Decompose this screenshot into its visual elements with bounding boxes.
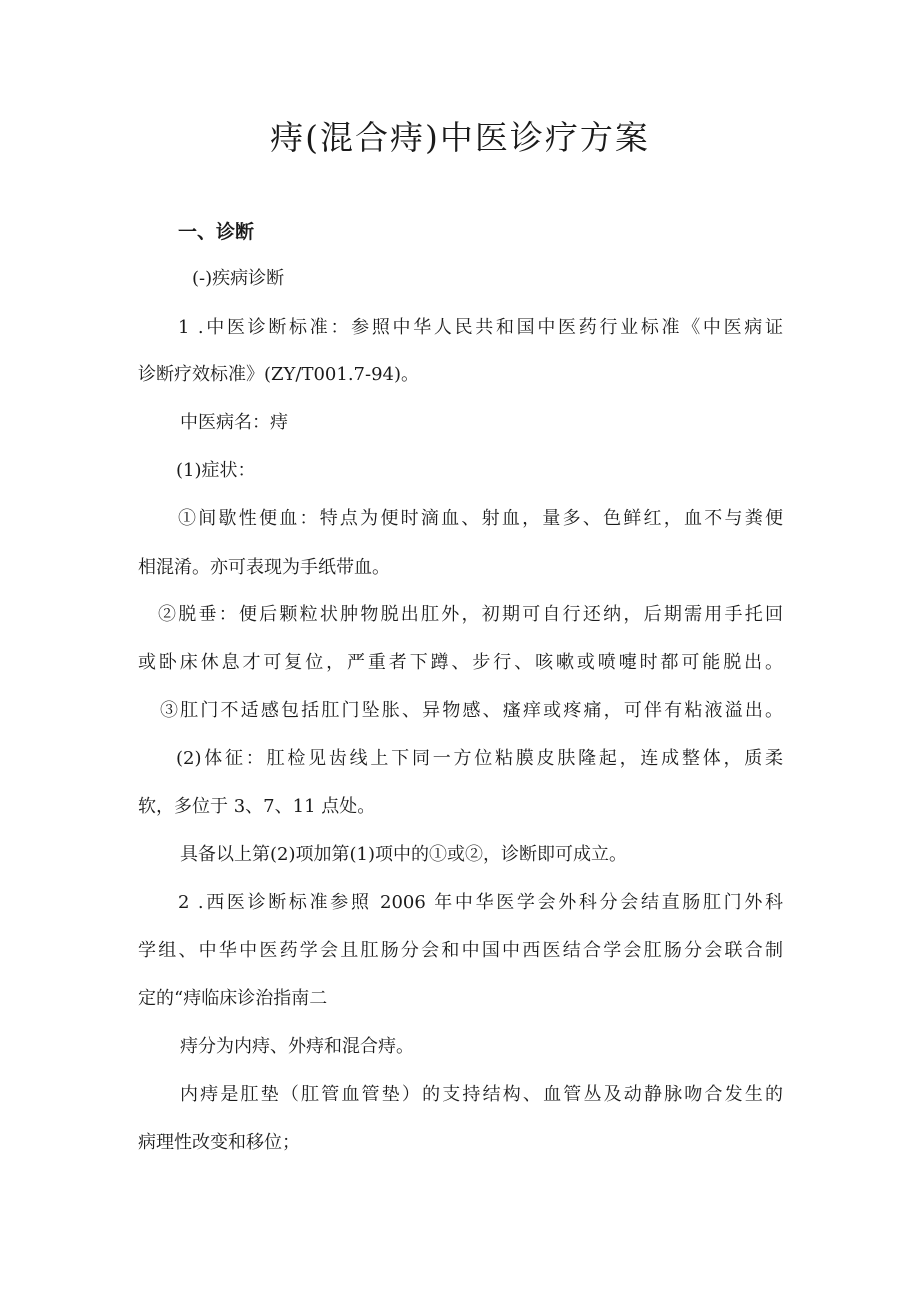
paragraph-western-standard-line3: 定的“痔临床诊治指南二 — [138, 988, 328, 1009]
internal-hemorrhoid-line1: 内痔是肛垫（肛管血管垫）的支持结构、血管丛及动静脉吻合发生的 — [180, 1084, 783, 1105]
symptom-bleeding-line2: 相混淆。亦可表现为手纸带血。 — [138, 557, 390, 578]
paragraph-tcm-standard-line1: 1 .中医诊断标准：参照中华人民共和国中医药行业标准《中医病证 — [178, 317, 783, 338]
paragraph-western-standard-line2: 学组、中华中医药学会且肛肠分会和中国中西医结合学会肛肠分会联合制 — [138, 940, 783, 961]
symptom-discomfort: ③肛门不适感包括肛门坠胀、异物感、瘙痒或疼痛，可伴有粘液溢出。 — [160, 700, 783, 721]
signs-line2: 软，多位于 3、7、11 点处。 — [138, 796, 376, 817]
document-title: 痔(混合痔)中医诊疗方案 — [270, 118, 650, 157]
diagnosis-criteria: 具备以上第(2)项加第(1)项中的①或②，诊断即可成立。 — [180, 844, 627, 865]
internal-hemorrhoid-line2: 病理性改变和移位； — [138, 1132, 300, 1153]
symptoms-heading: (1)症状： — [176, 460, 256, 481]
signs-line1: (2)体征：肛检见齿线上下同一方位粘膜皮肤隆起，连成整体，质柔 — [176, 748, 783, 769]
hemorrhoid-classification: 痔分为内痔、外痔和混合痔。 — [180, 1036, 414, 1057]
symptom-bleeding-line1: ①间歇性便血：特点为便时滴血、射血，量多、色鲜红，血不与粪便 — [178, 508, 783, 529]
symptom-prolapse-line1: ②脱垂：便后颗粒状肿物脱出肛外，初期可自行还纳，后期需用手托回 — [158, 604, 783, 625]
paragraph-tcm-standard-line2: 诊断疗效标准》(ZY/T001.7-94)。 — [138, 364, 420, 385]
subsection-disease-diagnosis: (-)疾病诊断 — [192, 268, 285, 289]
symptom-prolapse-line2: 或卧床休息才可复位，严重者下蹲、步行、咳嗽或喷嚏时都可能脱出。 — [138, 652, 783, 673]
section-heading-diagnosis: 一、诊断 — [178, 221, 255, 243]
paragraph-western-standard-line1: 2 .西医诊断标准参照 2006 年中华医学会外科分会结直肠肛门外科 — [178, 892, 783, 913]
tcm-disease-name: 中医病名：痔 — [180, 412, 288, 433]
